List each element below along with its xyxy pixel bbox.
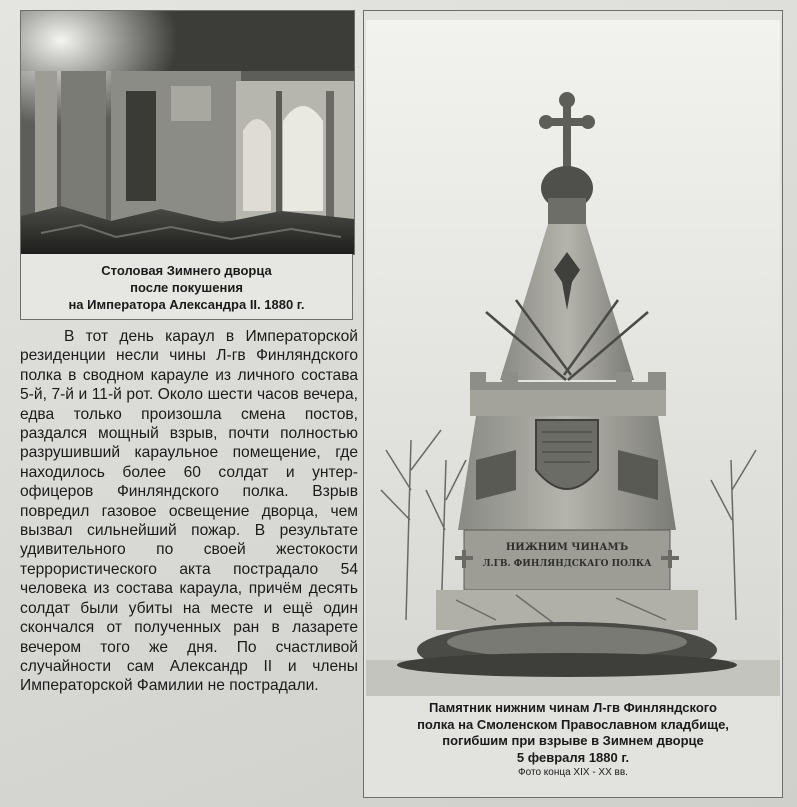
monument-caption [366,700,780,779]
caption-line: Столовая Зимнего дворца [101,263,272,278]
dining-hall-photo [20,10,355,255]
story-text [20,327,358,696]
caption-line: после покушения [130,280,243,295]
monument-inscription-2: Л.ГВ. ФИНЛЯНДСКАГО ПОЛКА [482,559,652,569]
dining-hall-caption [20,254,353,320]
caption-line: погибшим при взрыве в Зимнем дворце [442,733,704,748]
story-paragraph: В тот день караул в Императорской резиденции несли чины Л-гв Финляндского полка в сводном карауле из личного состава 5-й, 7-й и 11-й рот. Около шести часов вечера, едва только произошла смена постов, раздался мощный взрыв, почти полностью разрушивший караульное помещение, где находилось более 60 солдат и унтер-офицеров Финляндского полка. Взрыв повредил газовое освещение дворца, чем вызвал сильнейший пожар. В результате удивительного по своей жестокости террористического акта пострадало 54 человека из состава караула, причём десять солдат были убиты на месте и ещё один скончался от полученных ран в лазарете вечером того же дня. По счастливой случайности сам Александр II и члены Императорской Фамилии не пострадали. [20,328,358,695]
caption-line: Памятник нижним чинам Л-гв Финляндского [429,700,717,715]
monument-photo [366,20,780,696]
caption-line: 5 февраля 1880 г. [516,749,630,765]
monument-inscription-1: НИЖНИМ ЧИНАМЪ [505,542,629,553]
caption-line: на Императора Александра II. 1880 г. [68,297,305,312]
photo-credit: Фото конца XIX - XX вв. [518,767,628,778]
caption-line: полка на Смоленском Православном кладбище, [417,716,729,732]
